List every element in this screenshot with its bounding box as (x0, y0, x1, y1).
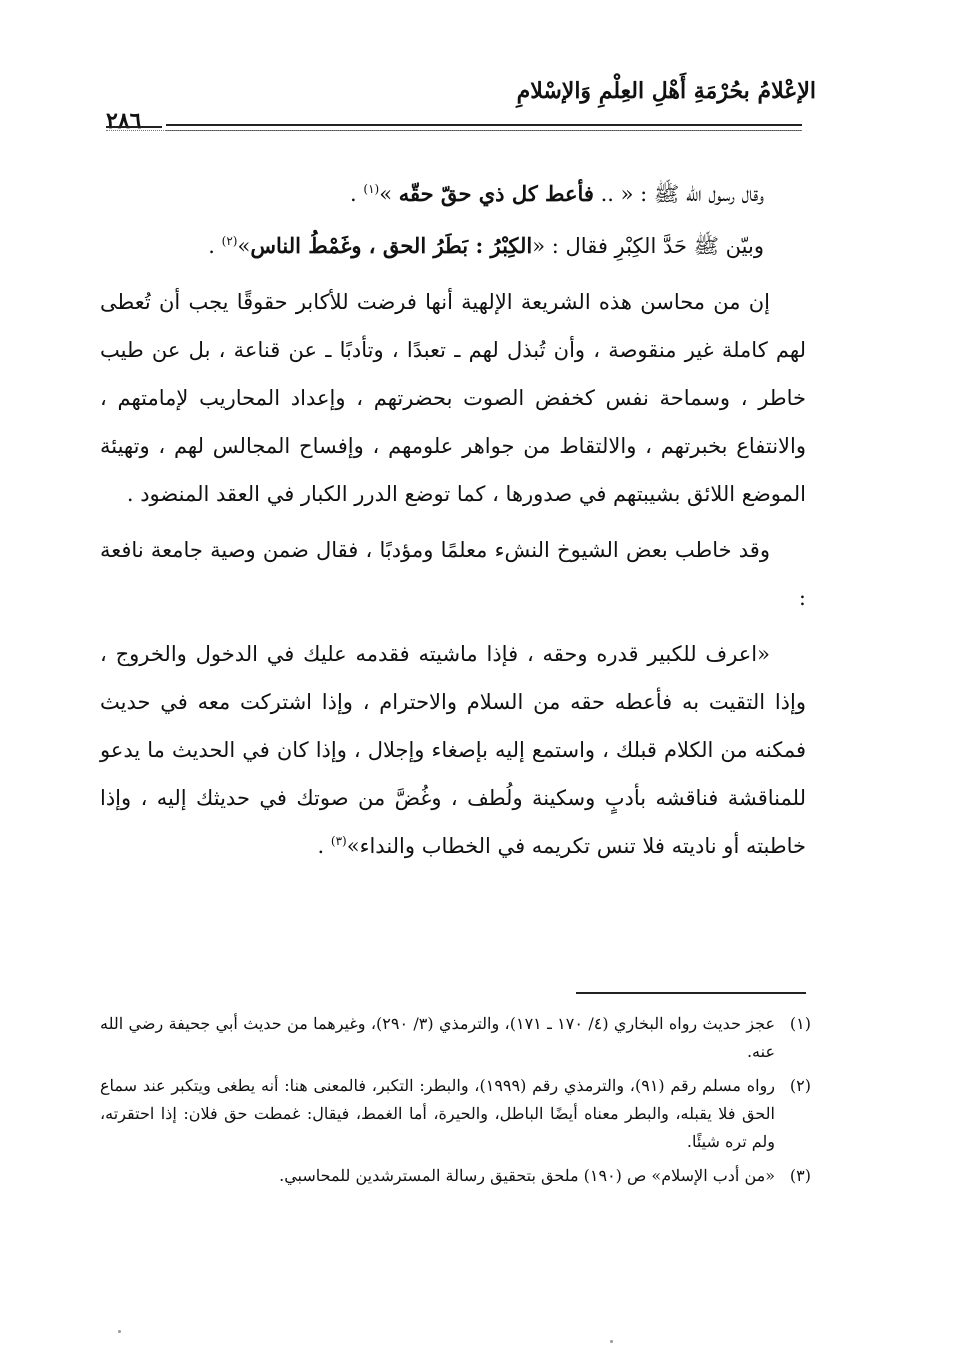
footnotes (100, 1010, 811, 1196)
hadith-1-close: » (379, 182, 399, 206)
footnote (100, 1072, 811, 1156)
hadith-line-2 (100, 222, 806, 270)
hadith-1-text: فأعط كل ذي حقّ حقّه (398, 181, 594, 206)
footnote-number: (٢) (789, 1076, 811, 1095)
footnote (100, 1010, 811, 1066)
footnote-number: (٣) (789, 1166, 811, 1185)
footnote-ref-2: (٢) (221, 234, 238, 248)
footnote-separator (576, 992, 806, 994)
footnote (100, 1162, 811, 1190)
footnote-ref-3: (٣) (330, 834, 347, 848)
paragraph-2: وقد خاطب بعض الشيوخ النشء معلمًا ومؤدبًا ، فقال ضمن وصية جامعة نافعة : (100, 538, 806, 610)
hadith-2-text: الكِبْرُ : بَطَرُ الحق ، وغَمْطُ الناس (250, 233, 533, 258)
footnote-ref-1: (١) (363, 182, 380, 196)
footnote-number: (١) (789, 1014, 811, 1033)
page-number-underline (106, 126, 162, 128)
scan-speck (610, 1340, 613, 1343)
hadith-1-end: . (350, 182, 364, 206)
quoted-advice: «اعرف للكبير قدره وحقه ، فإذا ماشيته فقدمه عليك في الدخول والخروج ، وإذا التقيت به فأعطه حقه من السلام والاحترام ، وإذا اشتركت معه في حديث فمكنه من الكلام قبلك ، واستمع إليه بإصغاء وإجلال ، وإذا كان في الحديث ما يدعو للمناقشة فناقشه بأدبٍ وسكينة ولُطف ، وغُضَّ من صوتك في حديثك إليه ، وإذا خاطبته أو ناديته فلا تنس تكريمه في الخطاب والنداء» (100, 642, 806, 858)
hadith-2-end: . (208, 234, 222, 258)
scan-speck (118, 1330, 121, 1333)
footnote-text: «من أدب الإسلام» ص (١٩٠) ملحق بتحقيق رسالة المسترشدين للمحاسبي. (279, 1166, 775, 1185)
footnote-text: رواه مسلم رقم (٩١)، والترمذي رقم (١٩٩٩)، والبطر: التكبر، فالمعنى هنا: أنه يطغى ويتكبر عند سماع الحق فلا يقبله، والبطر معناه أيضًا الباطل، والحيرة، أما الغمط، فيقال: غمطت حق فلان: إذا احتقرته، ولم تره شيئًا. (100, 1076, 775, 1151)
footnote-text: عجز حديث رواه البخاري (٤/ ١٧٠ ـ ١٧١)، والترمذي (٣/ ٢٩٠)، وغيرهما من حديث أبي جحيفة رضي الله عنه. (100, 1014, 776, 1061)
hadith-2-close: » (237, 234, 251, 258)
paragraph-3 (100, 630, 806, 870)
hadith-1-intro: وقال رسول الله ﷺ : « .. (593, 182, 764, 206)
hadith-line-1 (100, 170, 806, 218)
page-number: ٢٨٦ (106, 108, 142, 134)
header-rule-dotted (106, 130, 802, 131)
paragraph-1: إن من محاسن هذه الشريعة الإلهية أنها فرضت للأكابر حقوقًا يجب أن تُعطى لهم كاملة غير منقوصة ، وأن تُبذل لهم ـ تعبدًا ، وتأدبًا ـ عن قناعة ، بل عن طيب خاطر ، وسماحة نفس كخفض الصوت بحضرتهم ، وإعداد المحاريب لإمامتهم ، والانتفاع بخبرتهم ، والالتقاط من جواهر علومهم ، وإفساح المجالس لهم ، وتهيئة الموضع اللائق بشيبتهم في صدورها ، كما توضع الدرر الكبار في العقد المنضود . (100, 290, 806, 506)
running-title: الإعْلامُ بحُرْمَةِ أَهْلِ العِلْمِ وَالإسْلامِ (516, 78, 816, 104)
hadith-2-intro: وبيّن ﷺ حَدَّ الكِبْرِ فقال : « (532, 234, 764, 258)
main-text (100, 170, 806, 870)
paragraph-3-end: . (317, 834, 331, 858)
